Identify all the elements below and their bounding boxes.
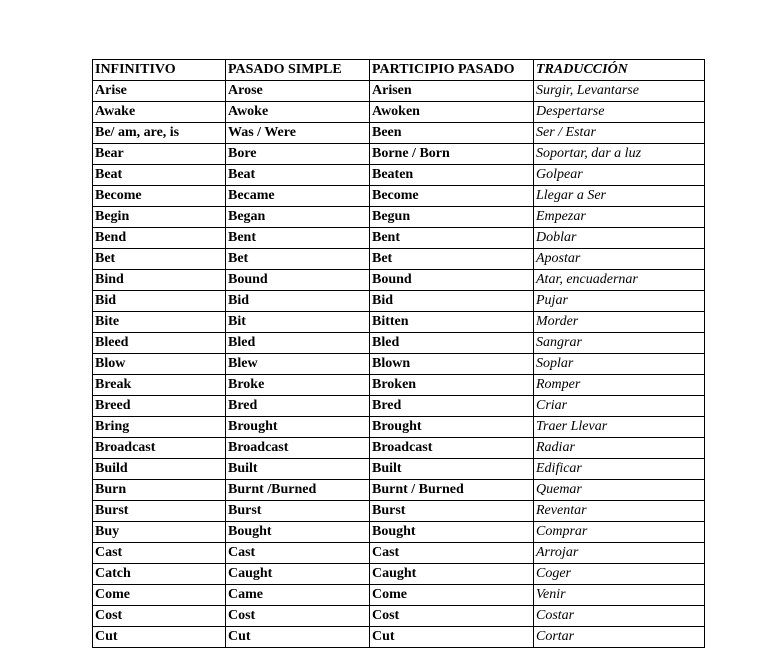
cell-past-simple: Came	[226, 585, 370, 606]
cell-past-participle: Been	[370, 123, 534, 144]
cell-translation: Edificar	[534, 459, 705, 480]
cell-translation: Golpear	[534, 165, 705, 186]
cell-past-simple: Bought	[226, 522, 370, 543]
cell-infinitive: Broadcast	[93, 438, 226, 459]
table-row	[93, 396, 705, 417]
table-row	[93, 228, 705, 249]
cell-infinitive: Bet	[93, 249, 226, 270]
table-row	[93, 81, 705, 102]
cell-infinitive: Bid	[93, 291, 226, 312]
cell-past-participle: Built	[370, 459, 534, 480]
cell-past-simple: Began	[226, 207, 370, 228]
cell-past-simple: Bid	[226, 291, 370, 312]
cell-past-participle: Become	[370, 186, 534, 207]
table-row	[93, 291, 705, 312]
table-row	[93, 522, 705, 543]
cell-past-participle: Borne / Born	[370, 144, 534, 165]
cell-past-simple: Became	[226, 186, 370, 207]
cell-past-participle: Brought	[370, 417, 534, 438]
cell-translation: Sangrar	[534, 333, 705, 354]
cell-infinitive: Become	[93, 186, 226, 207]
cell-translation: Cortar	[534, 627, 705, 648]
cell-past-participle: Bound	[370, 270, 534, 291]
cell-past-simple: Bled	[226, 333, 370, 354]
cell-translation: Costar	[534, 606, 705, 627]
cell-past-participle: Bet	[370, 249, 534, 270]
cell-past-participle: Bred	[370, 396, 534, 417]
cell-translation: Romper	[534, 375, 705, 396]
cell-past-participle: Beaten	[370, 165, 534, 186]
cell-past-simple: Blew	[226, 354, 370, 375]
cell-past-simple: Cut	[226, 627, 370, 648]
cell-translation: Doblar	[534, 228, 705, 249]
table-row	[93, 207, 705, 228]
cell-translation: Pujar	[534, 291, 705, 312]
cell-past-participle: Broadcast	[370, 438, 534, 459]
table-row	[93, 354, 705, 375]
cell-translation: Atar, encuadernar	[534, 270, 705, 291]
table-row	[93, 480, 705, 501]
header-traduccion: TRADUCCIÓN	[534, 60, 705, 81]
table-row	[93, 333, 705, 354]
cell-past-simple: Built	[226, 459, 370, 480]
cell-infinitive: Bend	[93, 228, 226, 249]
cell-past-simple: Broke	[226, 375, 370, 396]
cell-past-participle: Awoken	[370, 102, 534, 123]
table-row	[93, 186, 705, 207]
cell-infinitive: Breed	[93, 396, 226, 417]
cell-infinitive: Blow	[93, 354, 226, 375]
table-row	[93, 459, 705, 480]
cell-translation: Radiar	[534, 438, 705, 459]
cell-past-simple: Broadcast	[226, 438, 370, 459]
cell-translation: Venir	[534, 585, 705, 606]
table-row	[93, 438, 705, 459]
table-row	[93, 564, 705, 585]
table-row	[93, 606, 705, 627]
cell-infinitive: Cast	[93, 543, 226, 564]
cell-translation: Llegar a Ser	[534, 186, 705, 207]
cell-infinitive: Buy	[93, 522, 226, 543]
cell-infinitive: Arise	[93, 81, 226, 102]
cell-past-participle: Bid	[370, 291, 534, 312]
cell-past-participle: Arisen	[370, 81, 534, 102]
table-row	[93, 501, 705, 522]
cell-translation: Morder	[534, 312, 705, 333]
cell-translation: Quemar	[534, 480, 705, 501]
cell-translation: Despertarse	[534, 102, 705, 123]
cell-past-participle: Caught	[370, 564, 534, 585]
cell-infinitive: Cost	[93, 606, 226, 627]
cell-past-simple: Cast	[226, 543, 370, 564]
cell-infinitive: Bleed	[93, 333, 226, 354]
irregular-verbs-table	[92, 59, 705, 648]
table-row	[93, 417, 705, 438]
cell-past-participle: Bled	[370, 333, 534, 354]
cell-infinitive: Awake	[93, 102, 226, 123]
cell-infinitive: Catch	[93, 564, 226, 585]
cell-past-participle: Burst	[370, 501, 534, 522]
table-row	[93, 375, 705, 396]
cell-translation: Apostar	[534, 249, 705, 270]
header-participio-pasado: PARTICIPIO PASADO	[370, 60, 534, 81]
cell-past-participle: Broken	[370, 375, 534, 396]
cell-infinitive: Be/ am, are, is	[93, 123, 226, 144]
table-header-row	[93, 60, 705, 81]
cell-past-participle: Come	[370, 585, 534, 606]
table-row	[93, 627, 705, 648]
cell-translation: Surgir, Levantarse	[534, 81, 705, 102]
cell-translation: Arrojar	[534, 543, 705, 564]
cell-translation: Empezar	[534, 207, 705, 228]
cell-past-simple: Bound	[226, 270, 370, 291]
cell-infinitive: Build	[93, 459, 226, 480]
cell-past-simple: Bit	[226, 312, 370, 333]
cell-infinitive: Begin	[93, 207, 226, 228]
cell-past-participle: Burnt / Burned	[370, 480, 534, 501]
cell-translation: Criar	[534, 396, 705, 417]
cell-past-simple: Caught	[226, 564, 370, 585]
table-row	[93, 543, 705, 564]
cell-translation: Comprar	[534, 522, 705, 543]
cell-past-simple: Burnt /Burned	[226, 480, 370, 501]
cell-past-simple: Arose	[226, 81, 370, 102]
header-pasado-simple: PASADO SIMPLE	[226, 60, 370, 81]
cell-past-participle: Bought	[370, 522, 534, 543]
header-infinitivo: INFINITIVO	[93, 60, 226, 81]
cell-translation: Coger	[534, 564, 705, 585]
table-row	[93, 123, 705, 144]
cell-past-simple: Awoke	[226, 102, 370, 123]
cell-past-participle: Cost	[370, 606, 534, 627]
table-row	[93, 165, 705, 186]
table-row	[93, 585, 705, 606]
cell-infinitive: Bite	[93, 312, 226, 333]
cell-infinitive: Break	[93, 375, 226, 396]
cell-infinitive: Bind	[93, 270, 226, 291]
cell-infinitive: Beat	[93, 165, 226, 186]
table-row	[93, 102, 705, 123]
cell-past-participle: Bent	[370, 228, 534, 249]
cell-translation: Traer Llevar	[534, 417, 705, 438]
cell-past-simple: Cost	[226, 606, 370, 627]
cell-infinitive: Cut	[93, 627, 226, 648]
cell-translation: Ser / Estar	[534, 123, 705, 144]
cell-past-simple: Bent	[226, 228, 370, 249]
cell-past-simple: Bore	[226, 144, 370, 165]
cell-infinitive: Burn	[93, 480, 226, 501]
table-row	[93, 312, 705, 333]
cell-translation: Soportar, dar a luz	[534, 144, 705, 165]
cell-past-simple: Brought	[226, 417, 370, 438]
cell-past-participle: Blown	[370, 354, 534, 375]
cell-infinitive: Bear	[93, 144, 226, 165]
cell-past-simple: Bred	[226, 396, 370, 417]
cell-past-simple: Bet	[226, 249, 370, 270]
cell-past-simple: Beat	[226, 165, 370, 186]
cell-infinitive: Come	[93, 585, 226, 606]
table-body	[93, 81, 705, 648]
cell-translation: Soplar	[534, 354, 705, 375]
table-row	[93, 249, 705, 270]
cell-past-participle: Bitten	[370, 312, 534, 333]
table-row	[93, 144, 705, 165]
cell-past-simple: Was / Were	[226, 123, 370, 144]
cell-past-participle: Cut	[370, 627, 534, 648]
cell-past-participle: Cast	[370, 543, 534, 564]
cell-infinitive: Bring	[93, 417, 226, 438]
cell-translation: Reventar	[534, 501, 705, 522]
cell-infinitive: Burst	[93, 501, 226, 522]
cell-past-simple: Burst	[226, 501, 370, 522]
cell-past-participle: Begun	[370, 207, 534, 228]
table-row	[93, 270, 705, 291]
